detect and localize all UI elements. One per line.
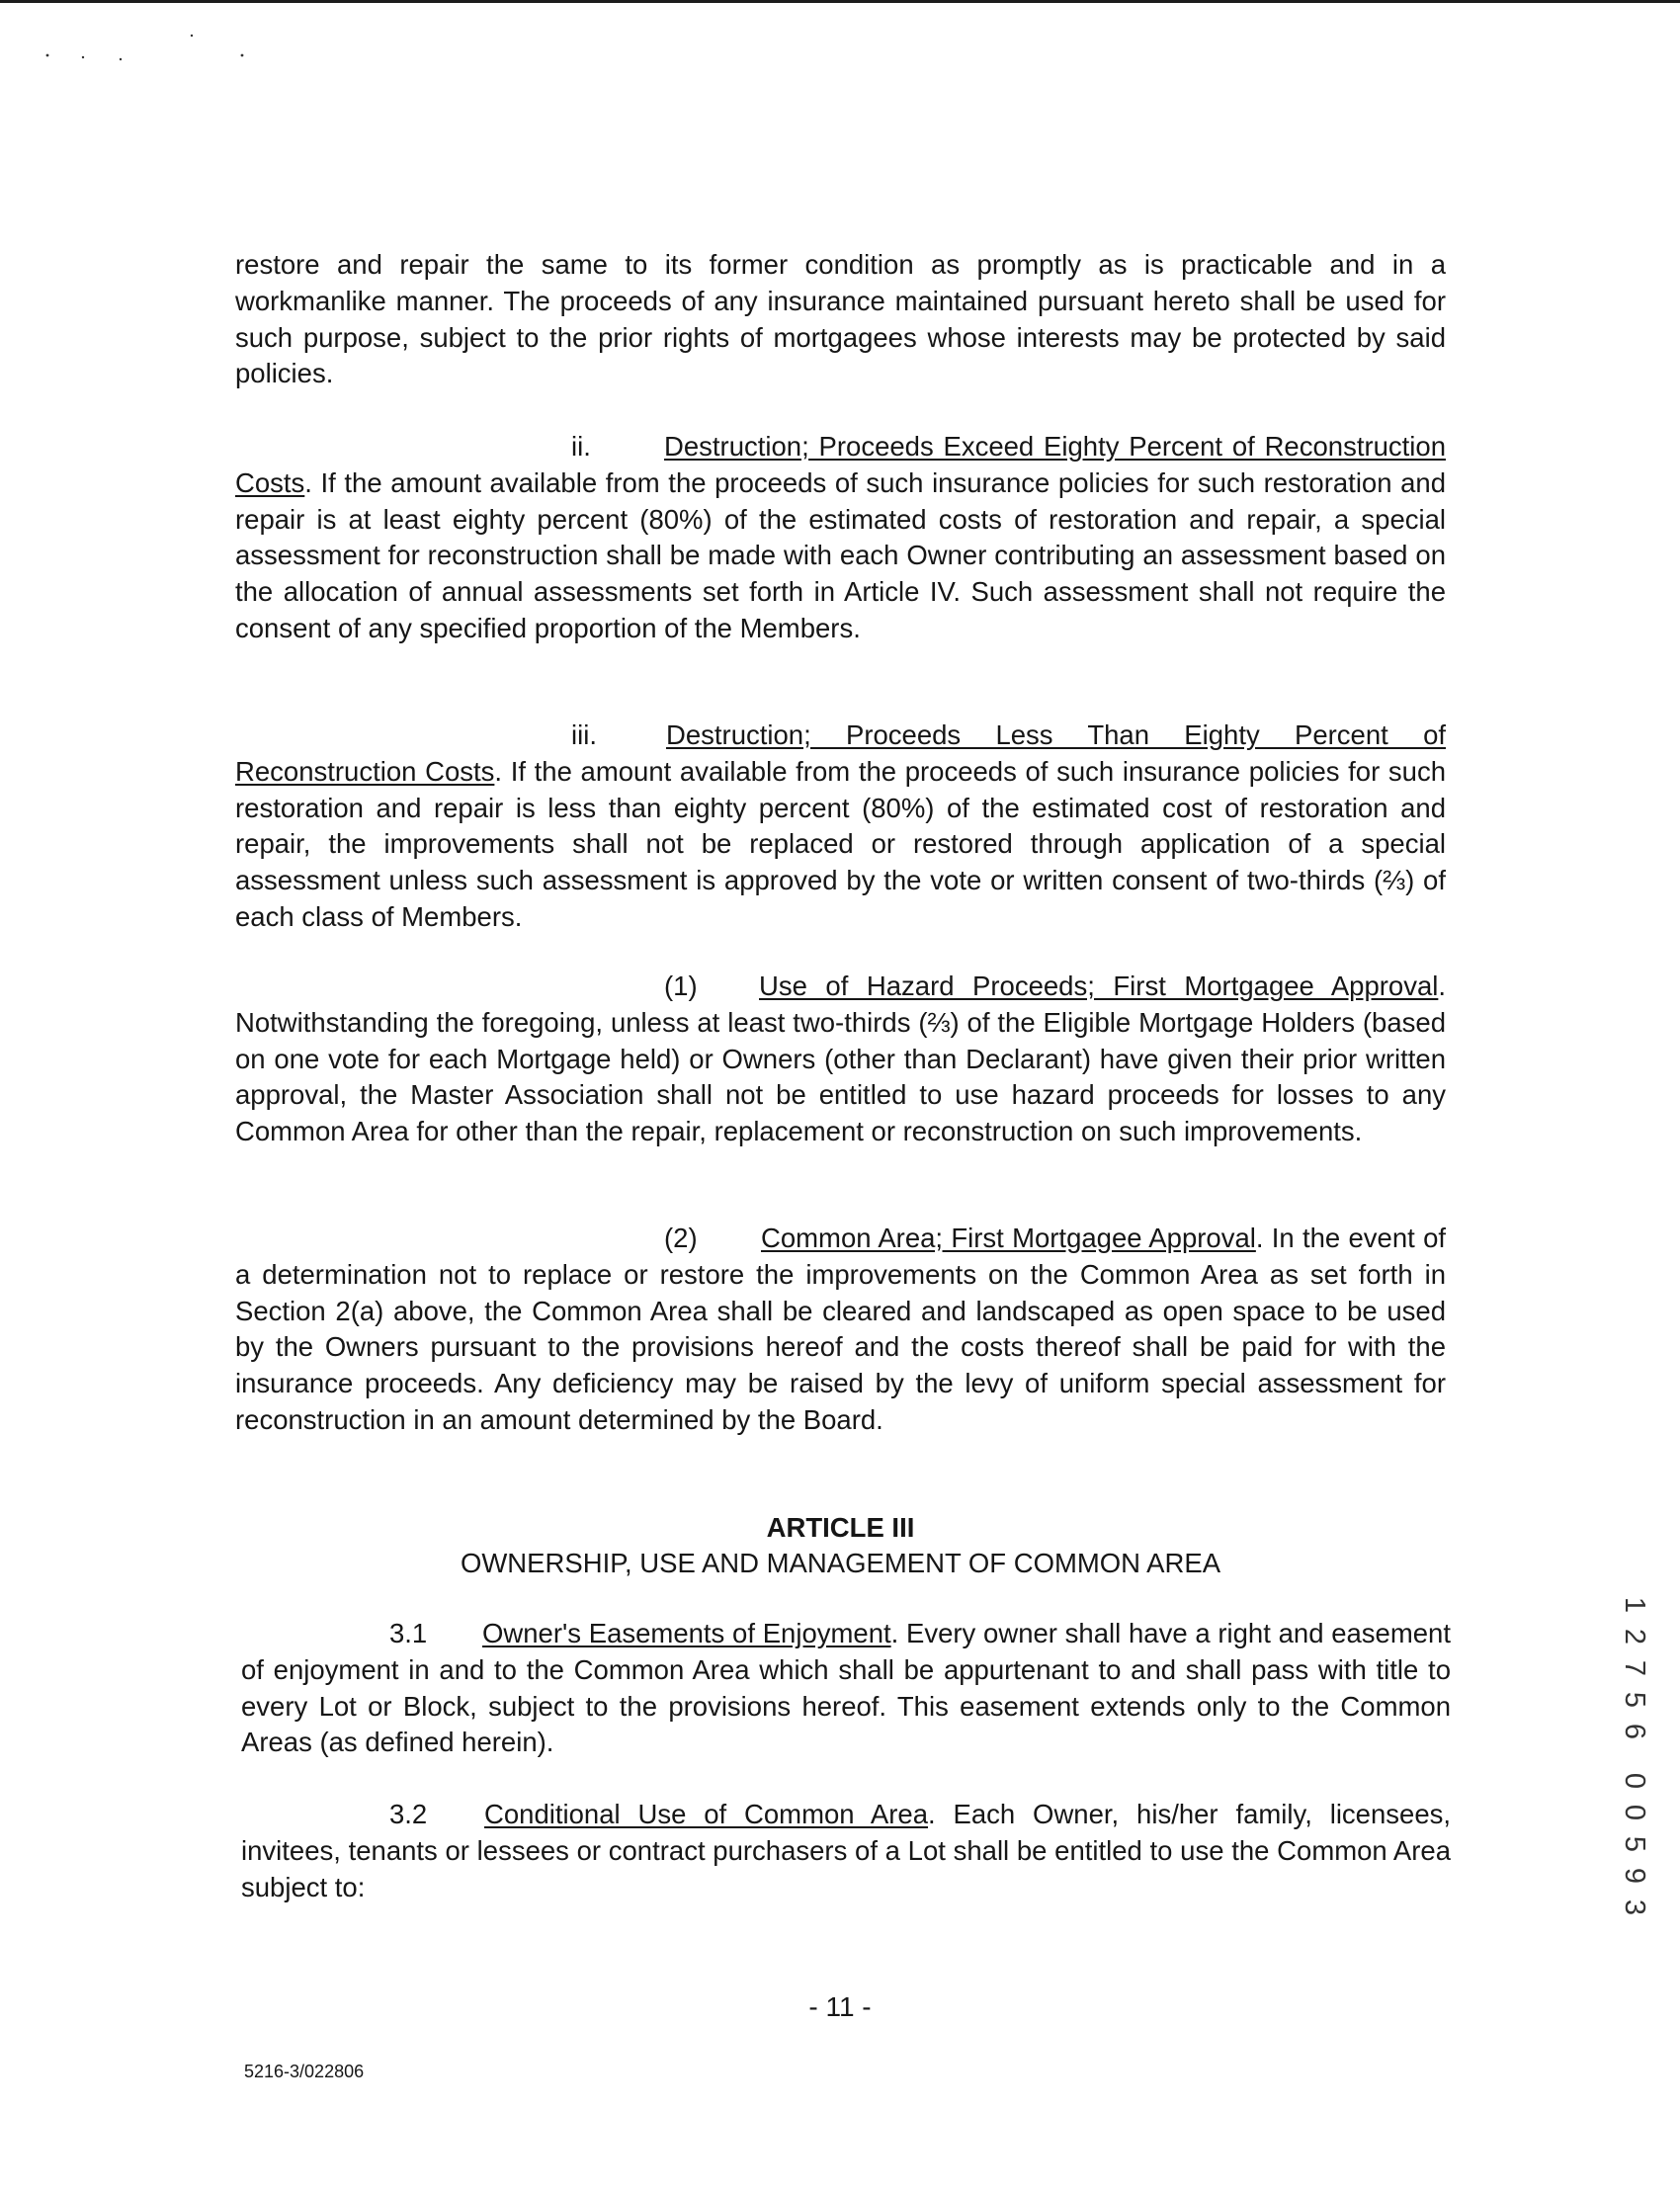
section-2-body: . In the event of a determination not to replace or restore the improvements on the Common Area as set forth in Section 2(a) above, the Common Area shall be cleared and landscaped as open space to be used by the Owners pursuant to the provisions hereof and the costs thereof shall be paid for with the insurance proceeds. Any deficiency may be raised by the levy of uniform special assessment for reconstruction in an amount determined by the Board. (235, 1223, 1447, 1435)
stamp-digit: 0 (1619, 1772, 1650, 1790)
section-iii-body: . If the amount available from the proceeds of such insurance policies for such restoration and repair is less than eighty percent (80%) of the estimated cost of restoration and repair, the improvements shall not be replaced or restored through application of a special assessment unless such assessment is approved by the vote or written consent of two-thirds (⅔) of each class of Members. (235, 755, 1446, 932)
stamp-digit: 9 (1619, 1867, 1650, 1885)
scan-specks (40, 30, 277, 69)
scan-border (0, 0, 1680, 3)
article-title: ARTICLE III (766, 1512, 915, 1543)
section-3-2-heading: Conditional Use of Common Area (484, 1799, 929, 1829)
article-subtitle: OWNERSHIP, USE AND MANAGEMENT OF COMMON AREA (460, 1548, 1221, 1578)
stamp-digit: 5 (1619, 1691, 1650, 1709)
intro-text: restore and repair the same to its former condition as promptly as is practicable and in a workmanlike manner. The proceeds of any insurance maintained pursuant hereto shall be used for such purpose, subject to the prior rights of mortgagees whose interests may be protected by said policies. (235, 249, 1446, 389)
document-code: 5216-3/022806 (244, 2062, 365, 2081)
stamp-digit: 6 (1619, 1723, 1650, 1740)
stamp-digit: 7 (1619, 1659, 1650, 1677)
section-ii-body: . If the amount available from the proceeds of such insurance policies for such restoration and repair is at least eighty percent (80%) of the estimated costs of restoration and repair, a special assessment for reconstruction shall be made with each Owner contributing an assessment based on the allocation of annual assessments set forth in Article IV. Such assessment shall not require the consent of any specified proportion of the Members. (235, 466, 1446, 643)
stamp-digit: 1 (1619, 1596, 1650, 1614)
section-iii-number: iii. (571, 719, 597, 750)
section-3-1-number: 3.1 (389, 1618, 428, 1648)
recording-number-stamp (1621, 1589, 1648, 1923)
section-ii-number: ii. (571, 431, 591, 462)
stamp-digit: 5 (1619, 1835, 1650, 1853)
section-iii (235, 717, 1446, 936)
section-3-2-number: 3.2 (389, 1799, 428, 1829)
section-3-2-body: . Each Owner, his/her family, licensees, invitees, tenants or lessees or contract purchasers of a Lot shall be entitled to use the Common Area subject to: (241, 1799, 1451, 1902)
stamp-digit: 2 (1619, 1628, 1650, 1646)
section-ii (235, 429, 1446, 647)
intro-paragraph (235, 247, 1446, 392)
section-3-2 (241, 1797, 1451, 1905)
section-3-1-body: . Every owner shall have a right and easement of enjoyment in and to the Common Area which shall be appurtenant to and shall pass with title to every Lot or Block, subject to the provisions hereof. This easement extends only to the Common Areas (as defined herein). (241, 1618, 1451, 1758)
section-2 (235, 1221, 1446, 1439)
section-iii-heading: Destruction; Proceeds Less Than Eighty Percent of Reconstruction Costs (235, 719, 1446, 787)
section-3-1-heading: Owner's Easements of Enjoyment (482, 1618, 891, 1648)
section-1 (235, 969, 1446, 1150)
section-1-body: . Notwithstanding the foregoing, unless at least two-thirds (⅔) of the Eligible Mortgage Holders (based on one vote for each Mortgage held) or Owners (other than Declarant) have given their prior written approval, the Master Association shall not be entitled to use hazard proceeds for losses to any Common Area for other than the repair, replacement or reconstruction on such improvements. (235, 970, 1446, 1147)
section-1-number: (1) (664, 970, 698, 1001)
stamp-digit: 0 (1619, 1804, 1650, 1821)
section-2-heading: Common Area; First Mortgagee Approval (761, 1223, 1256, 1253)
section-3-1 (241, 1616, 1451, 1761)
section-ii-heading: Destruction; Proceeds Exceed Eighty Percent of Reconstruction Costs (235, 431, 1446, 498)
page-number: - 11 - (808, 1991, 872, 2022)
stamp-digit: 3 (1619, 1899, 1650, 1916)
section-2-number: (2) (664, 1223, 698, 1253)
section-1-heading: Use of Hazard Proceeds; First Mortgagee Approval (759, 970, 1439, 1001)
